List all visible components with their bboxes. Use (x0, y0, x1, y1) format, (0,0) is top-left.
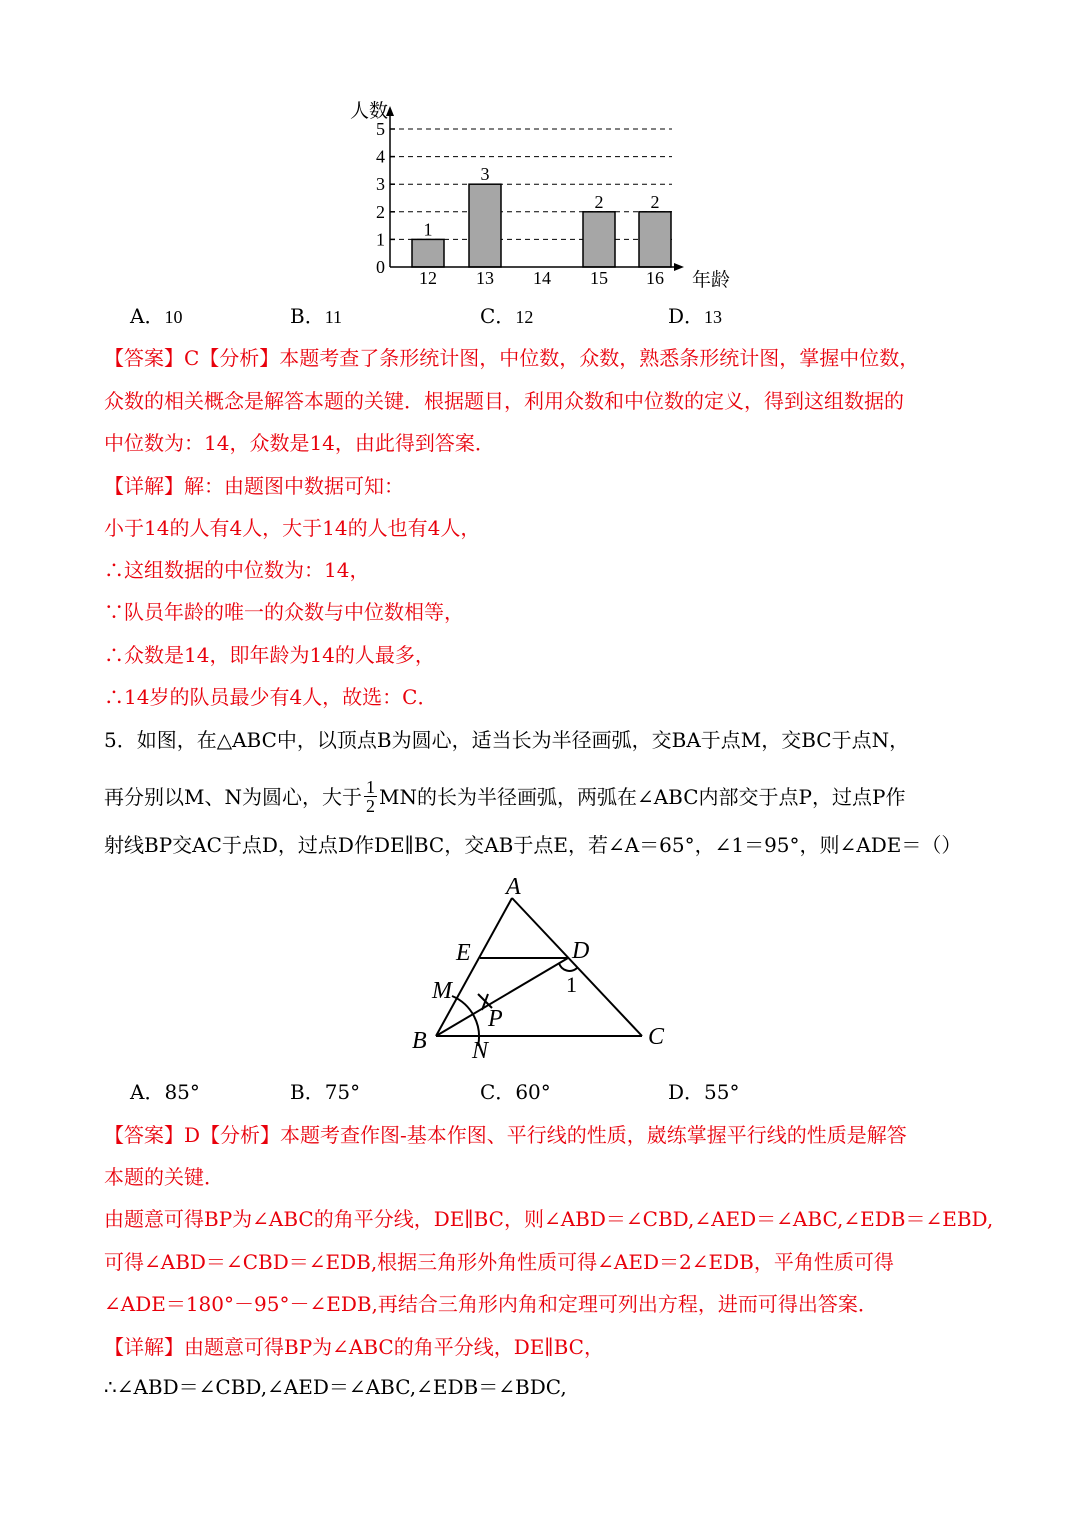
x-tick-label: 12 (419, 268, 437, 288)
label-p: P (488, 1006, 503, 1032)
fraction-denominator: 2 (365, 796, 375, 816)
q5-answer-line-1: 【答案】D【分析】本题考查作图-基本作图、平行线的性质，崴练掌握平行线的性质是解答 (104, 1123, 907, 1147)
chart-y-ticks (376, 119, 395, 277)
q5-detail-line-1: 【详解】由题意可得BP为∠ABC的角平分线，DE∥BC， (104, 1335, 604, 1359)
q4-detail-line-2: 小于14的人有4人，大于14的人也有4人， (104, 516, 481, 540)
q4-detail-line-1: 【详解】解：由题图中数据可知： (104, 474, 404, 498)
data-label: 2 (650, 191, 660, 212)
q5-question-line-2: 再分别以M、N为圆心，大于 $\frac{1}{2}$ MN的长为半径画弧，两弧在∠ABC内部交于点P，过点P作 (104, 777, 906, 816)
triangle-figure (0, 870, 1080, 1070)
segment-ac (512, 898, 642, 1036)
y-tick-label: 1 (376, 229, 385, 250)
bar-chart (0, 0, 1080, 300)
fraction-numerator: 1 (365, 777, 375, 797)
bar (412, 239, 444, 267)
data-label: 3 (480, 164, 490, 185)
label-d: D (572, 938, 590, 964)
q5-option-a: A．85° (130, 1080, 200, 1104)
y-tick-label: 3 (376, 174, 385, 195)
q5-option-b: B．75° (290, 1080, 361, 1104)
y-tick-label: 2 (376, 201, 385, 222)
chart-x-ticks (419, 268, 664, 288)
q4-answer-line-1: 【答案】C【分析】本题考查了条形统计图，中位数，众数，熟悉条形统计图，掌握中位数， (104, 346, 920, 370)
data-label: 1 (423, 219, 433, 240)
label-e: E (456, 940, 471, 966)
y-tick-label: 4 (376, 146, 385, 167)
q5-option-d: D．55° (668, 1080, 740, 1104)
q5-answer-line-3: 由题意可得BP为∠ABC的角平分线，DE∥BC，则∠ABD＝∠CBD,∠AED＝∠ABC,∠EDB＝∠EBD, (104, 1207, 994, 1231)
bar (469, 184, 501, 267)
y-tick-label: 0 (376, 257, 385, 277)
q4-answer-line-3: 中位数为：14，众数是14，由此得到答案． (104, 431, 495, 455)
x-tick-label: 13 (476, 268, 494, 288)
q4-option-c: C．12 (480, 304, 534, 328)
q5-answer-line-4: 可得∠ABD＝∠CBD＝∠EDB,根据三角形外角性质可得∠AED＝2∠EDB，平角性质可得 (104, 1250, 894, 1274)
fraction-one-half (364, 778, 377, 815)
x-tick-label: 14 (533, 268, 551, 288)
label-b: B (412, 1028, 427, 1054)
q4-option-d: D．13 (668, 304, 723, 328)
chart-bars (412, 184, 671, 267)
q5-answer-line-5: ∠ADE＝180°－95°－∠EDB,再结合三角形内角和定理可列出方程，进而可得出答案． (104, 1292, 878, 1316)
bar (639, 212, 671, 267)
chart-data-labels (424, 164, 660, 239)
q4-detail-line-3: ∴这组数据的中位数为：14， (104, 558, 370, 582)
q4-option-b: B．11 (290, 304, 343, 328)
label-m: M (432, 978, 452, 1004)
q4-answer-line-2: 众数的相关概念是解答本题的关键．根据题目，利用众数和中位数的定义，得到这组数据的 (104, 389, 904, 413)
data-label: 2 (594, 191, 604, 212)
x-axis-arrow (674, 263, 684, 271)
label-angle-1: 1 (566, 972, 577, 997)
label-a: A (506, 874, 521, 900)
q4-detail-line-4: ∵队员年龄的唯一的众数与中位数相等， (104, 600, 464, 624)
label-n: N (472, 1038, 489, 1064)
q5-option-c: C．60° (480, 1080, 551, 1104)
bar (583, 212, 615, 267)
chart-ylabel: 人数 (350, 101, 389, 122)
label-c: C (648, 1024, 665, 1050)
y-tick-label: 5 (376, 119, 385, 139)
q4-option-a: A．10 (130, 304, 183, 328)
q5-question-line-1: 5．如图，在△ABC中，以顶点B为圆心，适当长为半径画弧，交BA于点M，交BC于点N， (104, 728, 910, 752)
q4-detail-line-5: ∴众数是14，即年龄为14的人最多， (104, 643, 435, 667)
q5-detail-line-2: ∴∠ABD＝∠CBD,∠AED＝∠ABC,∠EDB＝∠BDC, (104, 1375, 567, 1399)
x-tick-label: 16 (646, 268, 664, 288)
chart-xlabel: 年龄 (692, 270, 731, 291)
q5-question-line-3: 射线BP交AC于点D，过点D作DE∥BC，交AB于点E，若∠A＝65°，∠1＝95°，则∠ADE＝（） (104, 833, 962, 857)
x-tick-label: 15 (590, 268, 608, 288)
q5-answer-line-2: 本题的关键． (104, 1165, 224, 1189)
q4-detail-line-6: ∴14岁的队员最少有4人，故选：C． (104, 685, 438, 709)
